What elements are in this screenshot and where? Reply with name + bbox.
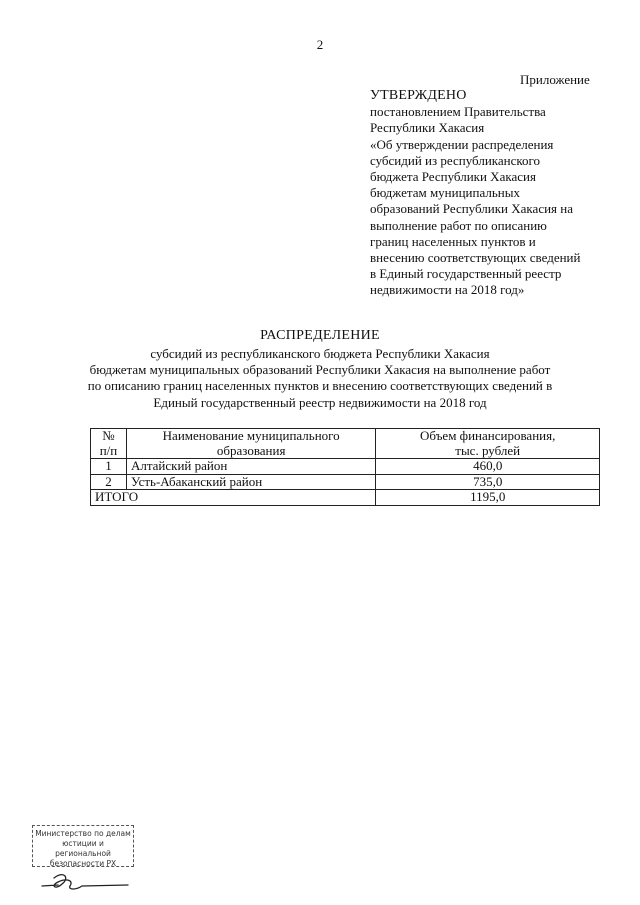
header-amount [376, 429, 600, 459]
subtitle-line: субсидий из республиканского бюджета Республики Хакасия [150, 346, 490, 361]
page-number: 2 [316, 37, 324, 52]
total-amount: 1195,0 [376, 490, 600, 506]
appendix-label: Приложение [520, 72, 590, 87]
header-num-line1: № [102, 428, 115, 443]
approval-line: «Об утверждении распределения [370, 136, 554, 152]
row-num: 1 [91, 459, 127, 475]
registration-stamp [32, 825, 134, 867]
approval-line: образований Республики Хакасия на [370, 201, 573, 217]
table-header-row [91, 429, 600, 459]
signature-mark [40, 868, 130, 896]
document-heading: РАСПРЕДЕЛЕНИЕ [260, 328, 380, 343]
row-amount: 460,0 [376, 459, 600, 475]
approval-line: внесению соответствующих сведений [370, 250, 581, 266]
header-num [91, 429, 127, 459]
header-name-line2: образования [216, 442, 286, 458]
approval-heading: УТВЕРЖДЕНО [370, 88, 467, 103]
approval-line: в Единый государственный реестр [370, 266, 562, 282]
subtitle-line: по описанию границ населенных пунктов и внесению соответствующих сведений в [87, 378, 553, 394]
row-name: Алтайский район [126, 459, 375, 475]
table-row [91, 459, 600, 475]
row-num: 2 [91, 474, 127, 490]
total-label: ИТОГО [91, 490, 376, 506]
table-total-row [91, 490, 600, 506]
row-amount: 735,0 [376, 474, 600, 490]
approval-line: бюджетам муниципальных [370, 185, 520, 201]
approval-line: выполнение работ по описанию [370, 217, 547, 233]
subsidy-distribution-table [90, 428, 600, 506]
document-subtitle [80, 346, 560, 411]
header-amount-line2: тыс. рублей [455, 442, 521, 458]
approval-line: постановлением Правительства [370, 104, 546, 120]
stamp-line: юстиции и региональной [55, 839, 111, 858]
approval-line: Республики Хакасия [370, 120, 485, 136]
subtitle-line: Единый государственный реестр недвижимости на 2018 год [153, 394, 487, 410]
table-row [91, 474, 600, 490]
subtitle-line: бюджетам муниципальных образований Республики Хакасия на выполнение работ [89, 362, 551, 378]
header-amount-line1: Объем финансирования, [420, 428, 556, 443]
stamp-line: Министерство по делам [35, 829, 131, 838]
stamp-line: безопасности РХ [49, 859, 117, 868]
approval-line: границ населенных пунктов и [370, 233, 536, 249]
approval-block [370, 88, 620, 299]
approval-line: недвижимости на 2018 год» [370, 282, 525, 298]
header-name-line1: Наименование муниципального [162, 428, 340, 443]
header-num-line2: п/п [99, 442, 118, 458]
row-name: Усть-Абаканский район [126, 474, 375, 490]
approval-line: бюджета Республики Хакасия [370, 169, 536, 185]
header-name [126, 429, 375, 459]
approval-line: субсидий из республиканского [370, 152, 541, 168]
